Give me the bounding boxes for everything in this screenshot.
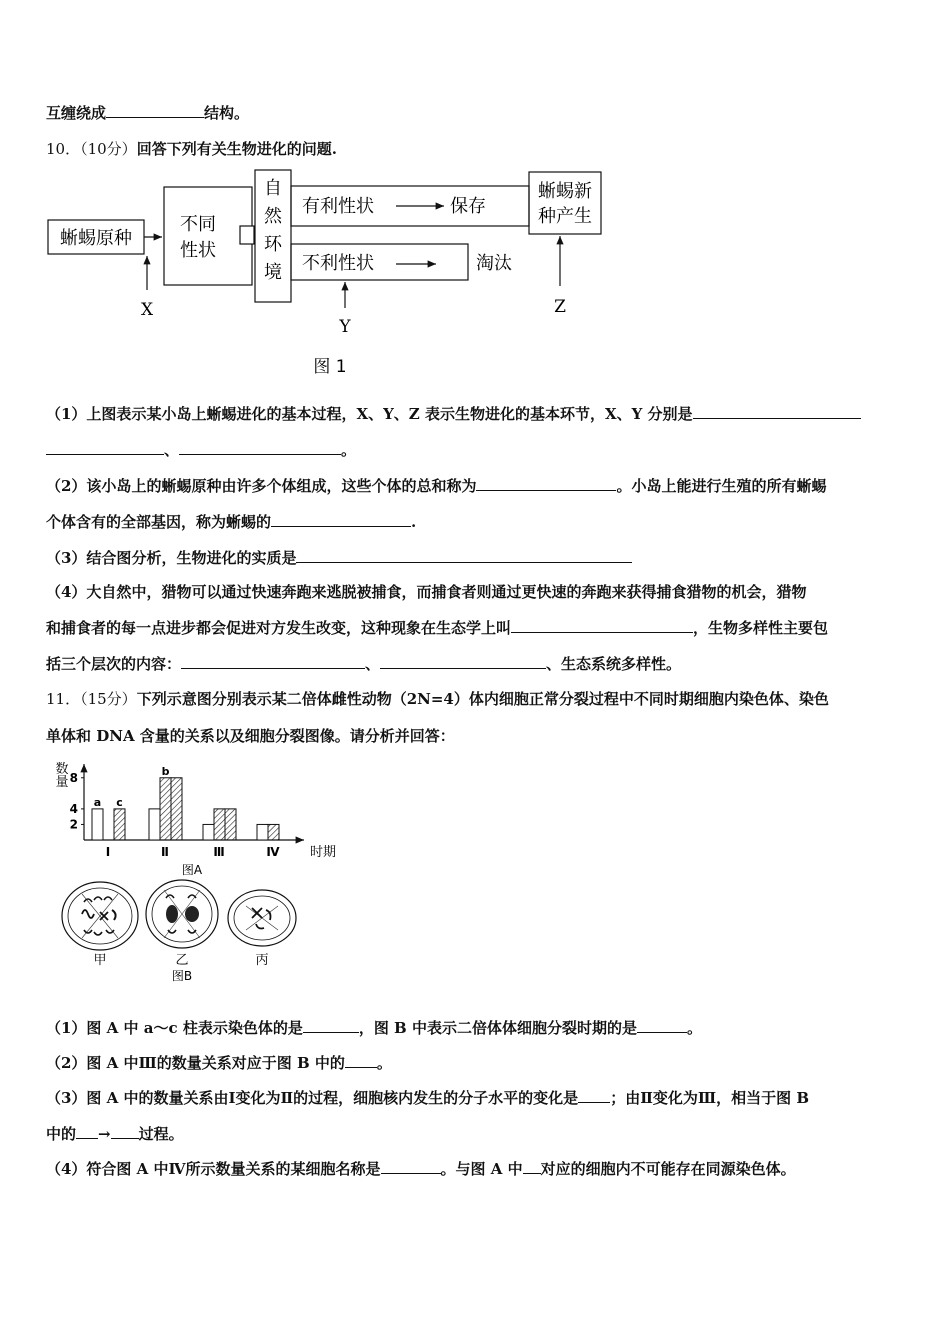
q11-part2-end: 。 xyxy=(376,1054,392,1072)
original-species-label: 蜥蜴原种 xyxy=(60,228,132,249)
figure-1-evolution-diagram xyxy=(46,168,616,378)
nature-char-1: 自 xyxy=(264,178,282,199)
bar-b-2 xyxy=(160,778,171,840)
q11-part1-text1: （1）图 A 中 a～c 柱表示染色体的是 xyxy=(46,1019,303,1037)
q11-part3-text2: ；由Ⅱ变化为Ⅲ，相当于图 B xyxy=(610,1089,809,1107)
q10-part2-line2 xyxy=(46,512,416,532)
q11-part4-text3: 对应的细胞内不可能存在同源染色体。 xyxy=(540,1160,796,1178)
q10-part2-text1: （2）该小岛上的蜥蜴原种由许多个体组成，这些个体的总和称为 xyxy=(46,477,477,495)
q10-part4-sep: 、 xyxy=(365,655,381,673)
q11-part3-arrow: → xyxy=(98,1125,111,1143)
x-tick-label: Ⅱ xyxy=(161,845,169,859)
answer-blank[interactable] xyxy=(381,1159,441,1174)
answer-blank[interactable] xyxy=(476,476,616,491)
q10-part4-text2: 和捕食者的每一点进步都会促进对方发生改变，这种现象在生态学上叫 xyxy=(46,619,512,637)
answer-blank[interactable] xyxy=(179,440,341,455)
top-line xyxy=(46,103,249,123)
cell-yi xyxy=(146,880,218,948)
cell-bing xyxy=(228,890,296,946)
answer-blank[interactable] xyxy=(106,103,204,118)
q11-stem-text2: 单体和 DNA 含量的关系以及细胞分裂图像。请分析并回答： xyxy=(46,727,455,745)
new-species-label-2: 种产生 xyxy=(538,206,592,227)
q10-part4-text5: 、生态系统多样性。 xyxy=(546,655,682,673)
x-tick-label: Ⅲ xyxy=(213,845,225,859)
top-line-after: 结构。 xyxy=(204,104,250,122)
q10-part2-end: . xyxy=(411,513,417,531)
y-axis-title-2: 量 xyxy=(55,775,69,790)
figure-b-caption: 图B xyxy=(171,969,193,983)
figure-b-cells xyxy=(60,878,310,986)
q10-part4-line2 xyxy=(46,618,828,638)
different-traits-box xyxy=(164,187,252,285)
q11-stem-line2 xyxy=(46,726,455,746)
unfavorable-traits-label: 不利性状 xyxy=(302,253,374,274)
eliminate-label: 淘汰 xyxy=(476,253,512,274)
q11-part3-line1 xyxy=(46,1088,809,1108)
bar-series-label-b: b xyxy=(161,764,170,778)
q11-number: 11． xyxy=(46,690,81,708)
q10-part4-text1: （4）大自然中，猎物可以通过快速奔跑来逃脱被捕食，而捕食者则通过更快速的奔跑来获得捕食猎物的机会，猎物 xyxy=(46,583,807,601)
answer-blank[interactable] xyxy=(46,440,164,455)
z-label: Z xyxy=(554,297,566,317)
q10-part2-text2: 。小岛上能进行生殖的所有蜥蜴 xyxy=(616,477,827,495)
bar-series-label-c: c xyxy=(116,795,123,809)
q10-part2-line1 xyxy=(46,476,826,496)
answer-blank[interactable] xyxy=(303,1018,359,1033)
q10-part2-text3: 个体含有的全部基因，称为蜥蜴的 xyxy=(46,513,272,531)
q11-part3-end: 过程。 xyxy=(138,1125,184,1143)
bar-c-1 xyxy=(114,809,125,840)
x-tick-label: Ⅳ xyxy=(266,845,280,859)
q11-part3-text3: 中的 xyxy=(46,1125,77,1143)
bar-a-1 xyxy=(92,809,103,840)
connector-box xyxy=(240,226,254,244)
new-species-label-1: 蜥蜴新 xyxy=(538,181,592,202)
q11-stem-line1: 下列示意图分别表示某二倍体雌性动物（2N=4）体内细胞正常分裂过程中不同时期细胞内染色体、染色 xyxy=(136,690,829,708)
q10-part1-end: 。 xyxy=(341,441,357,459)
y-tick-label: 8 xyxy=(69,770,78,785)
answer-blank[interactable] xyxy=(296,548,632,563)
q10-part3-text: （3）结合图分析，生物进化的实质是 xyxy=(46,549,297,567)
figure-a-chart xyxy=(46,760,356,880)
q10-stem: 回答下列有关生物进化的问题. xyxy=(136,140,337,158)
different-traits-label-2: 性状 xyxy=(180,240,216,261)
bar-c-4 xyxy=(268,824,279,840)
q10-part1-line2 xyxy=(46,440,356,460)
bar-series-label-a: a xyxy=(93,795,102,809)
q11-part2 xyxy=(46,1053,392,1073)
q10-part4-text4: 括三个层次的内容： xyxy=(46,655,182,673)
y-tick-label: 2 xyxy=(69,817,78,832)
q11-part1 xyxy=(46,1018,702,1038)
cell-label-jia: 甲 xyxy=(93,953,107,968)
answer-blank[interactable] xyxy=(380,654,546,669)
y-tick-label: 4 xyxy=(69,801,78,816)
q10-part1-sep: 、 xyxy=(164,441,180,459)
answer-blank[interactable] xyxy=(523,1159,541,1174)
answer-blank[interactable] xyxy=(271,512,411,527)
q10-header xyxy=(46,139,337,159)
figure-1-caption: 图 1 xyxy=(313,357,347,377)
q11-part3-line2 xyxy=(46,1124,184,1144)
answer-blank[interactable] xyxy=(345,1053,377,1068)
bar-b-3 xyxy=(214,809,225,840)
q11-header xyxy=(46,689,829,709)
nature-char-3: 环 xyxy=(264,234,282,255)
figure-a-caption: 图A xyxy=(181,863,203,877)
different-traits-label-1: 不同 xyxy=(180,214,216,235)
q11-part1-text2: ，图 B 中表示二倍体体细胞分裂时期的是 xyxy=(358,1019,637,1037)
answer-blank[interactable] xyxy=(693,404,861,419)
q10-part4-line3 xyxy=(46,654,681,674)
q10-part1-line1 xyxy=(46,404,861,424)
nature-char-4: 境 xyxy=(264,262,282,283)
q10-part4-line1 xyxy=(46,582,806,602)
answer-blank[interactable] xyxy=(637,1018,687,1033)
answer-blank[interactable] xyxy=(511,618,693,633)
cell-label-bing: 丙 xyxy=(255,953,269,968)
nature-char-2: 然 xyxy=(264,206,282,227)
q11-part4-text1: （4）符合图 A 中Ⅳ所示数量关系的某细胞名称是 xyxy=(46,1160,381,1178)
bar-a-2 xyxy=(149,809,160,840)
answer-blank[interactable] xyxy=(111,1124,139,1139)
q11-part4 xyxy=(46,1159,796,1179)
q10-part4-text3: ，生物多样性主要包 xyxy=(693,619,829,637)
answer-blank[interactable] xyxy=(76,1124,98,1139)
bar-a-3 xyxy=(203,824,214,840)
preserve-label: 保存 xyxy=(450,196,486,217)
q11-part3-text1: （3）图 A 中的数量关系由Ⅰ变化为Ⅱ的过程，细胞核内发生的分子水平的变化是 xyxy=(46,1089,579,1107)
bar-c-3 xyxy=(225,809,236,840)
bar-c-2 xyxy=(171,778,182,840)
q10-number: 10． xyxy=(46,140,81,158)
top-line-before: 互缠绕成 xyxy=(46,104,107,122)
answer-blank[interactable] xyxy=(578,1088,610,1103)
q11-part1-end: 。 xyxy=(686,1019,702,1037)
q11-score: （15分） xyxy=(80,690,137,708)
q11-part4-text2: 。与图 A 中 xyxy=(440,1160,523,1178)
answer-blank[interactable] xyxy=(181,654,365,669)
x-label: X xyxy=(140,300,154,320)
q11-part2-text1: （2）图 A 中Ⅲ的数量关系对应于图 B 中的 xyxy=(46,1054,345,1072)
cell-label-yi: 乙 xyxy=(175,953,189,968)
q10-part3 xyxy=(46,548,632,568)
y-axis-title-1: 数 xyxy=(55,762,69,777)
y-label: Y xyxy=(339,317,351,337)
q10-part1-text: （1）上图表示某小岛上蜥蜴进化的基本过程，X、Y、Z 表示生物进化的基本环节，X、Y 分别是 xyxy=(46,405,693,423)
x-axis-title: 时期 xyxy=(310,845,337,860)
x-tick-label: Ⅰ xyxy=(105,845,111,859)
bar-a-4 xyxy=(257,824,268,840)
favorable-traits-label: 有利性状 xyxy=(302,196,374,217)
q10-score: （10分） xyxy=(80,140,137,158)
cell-jia xyxy=(62,882,138,950)
